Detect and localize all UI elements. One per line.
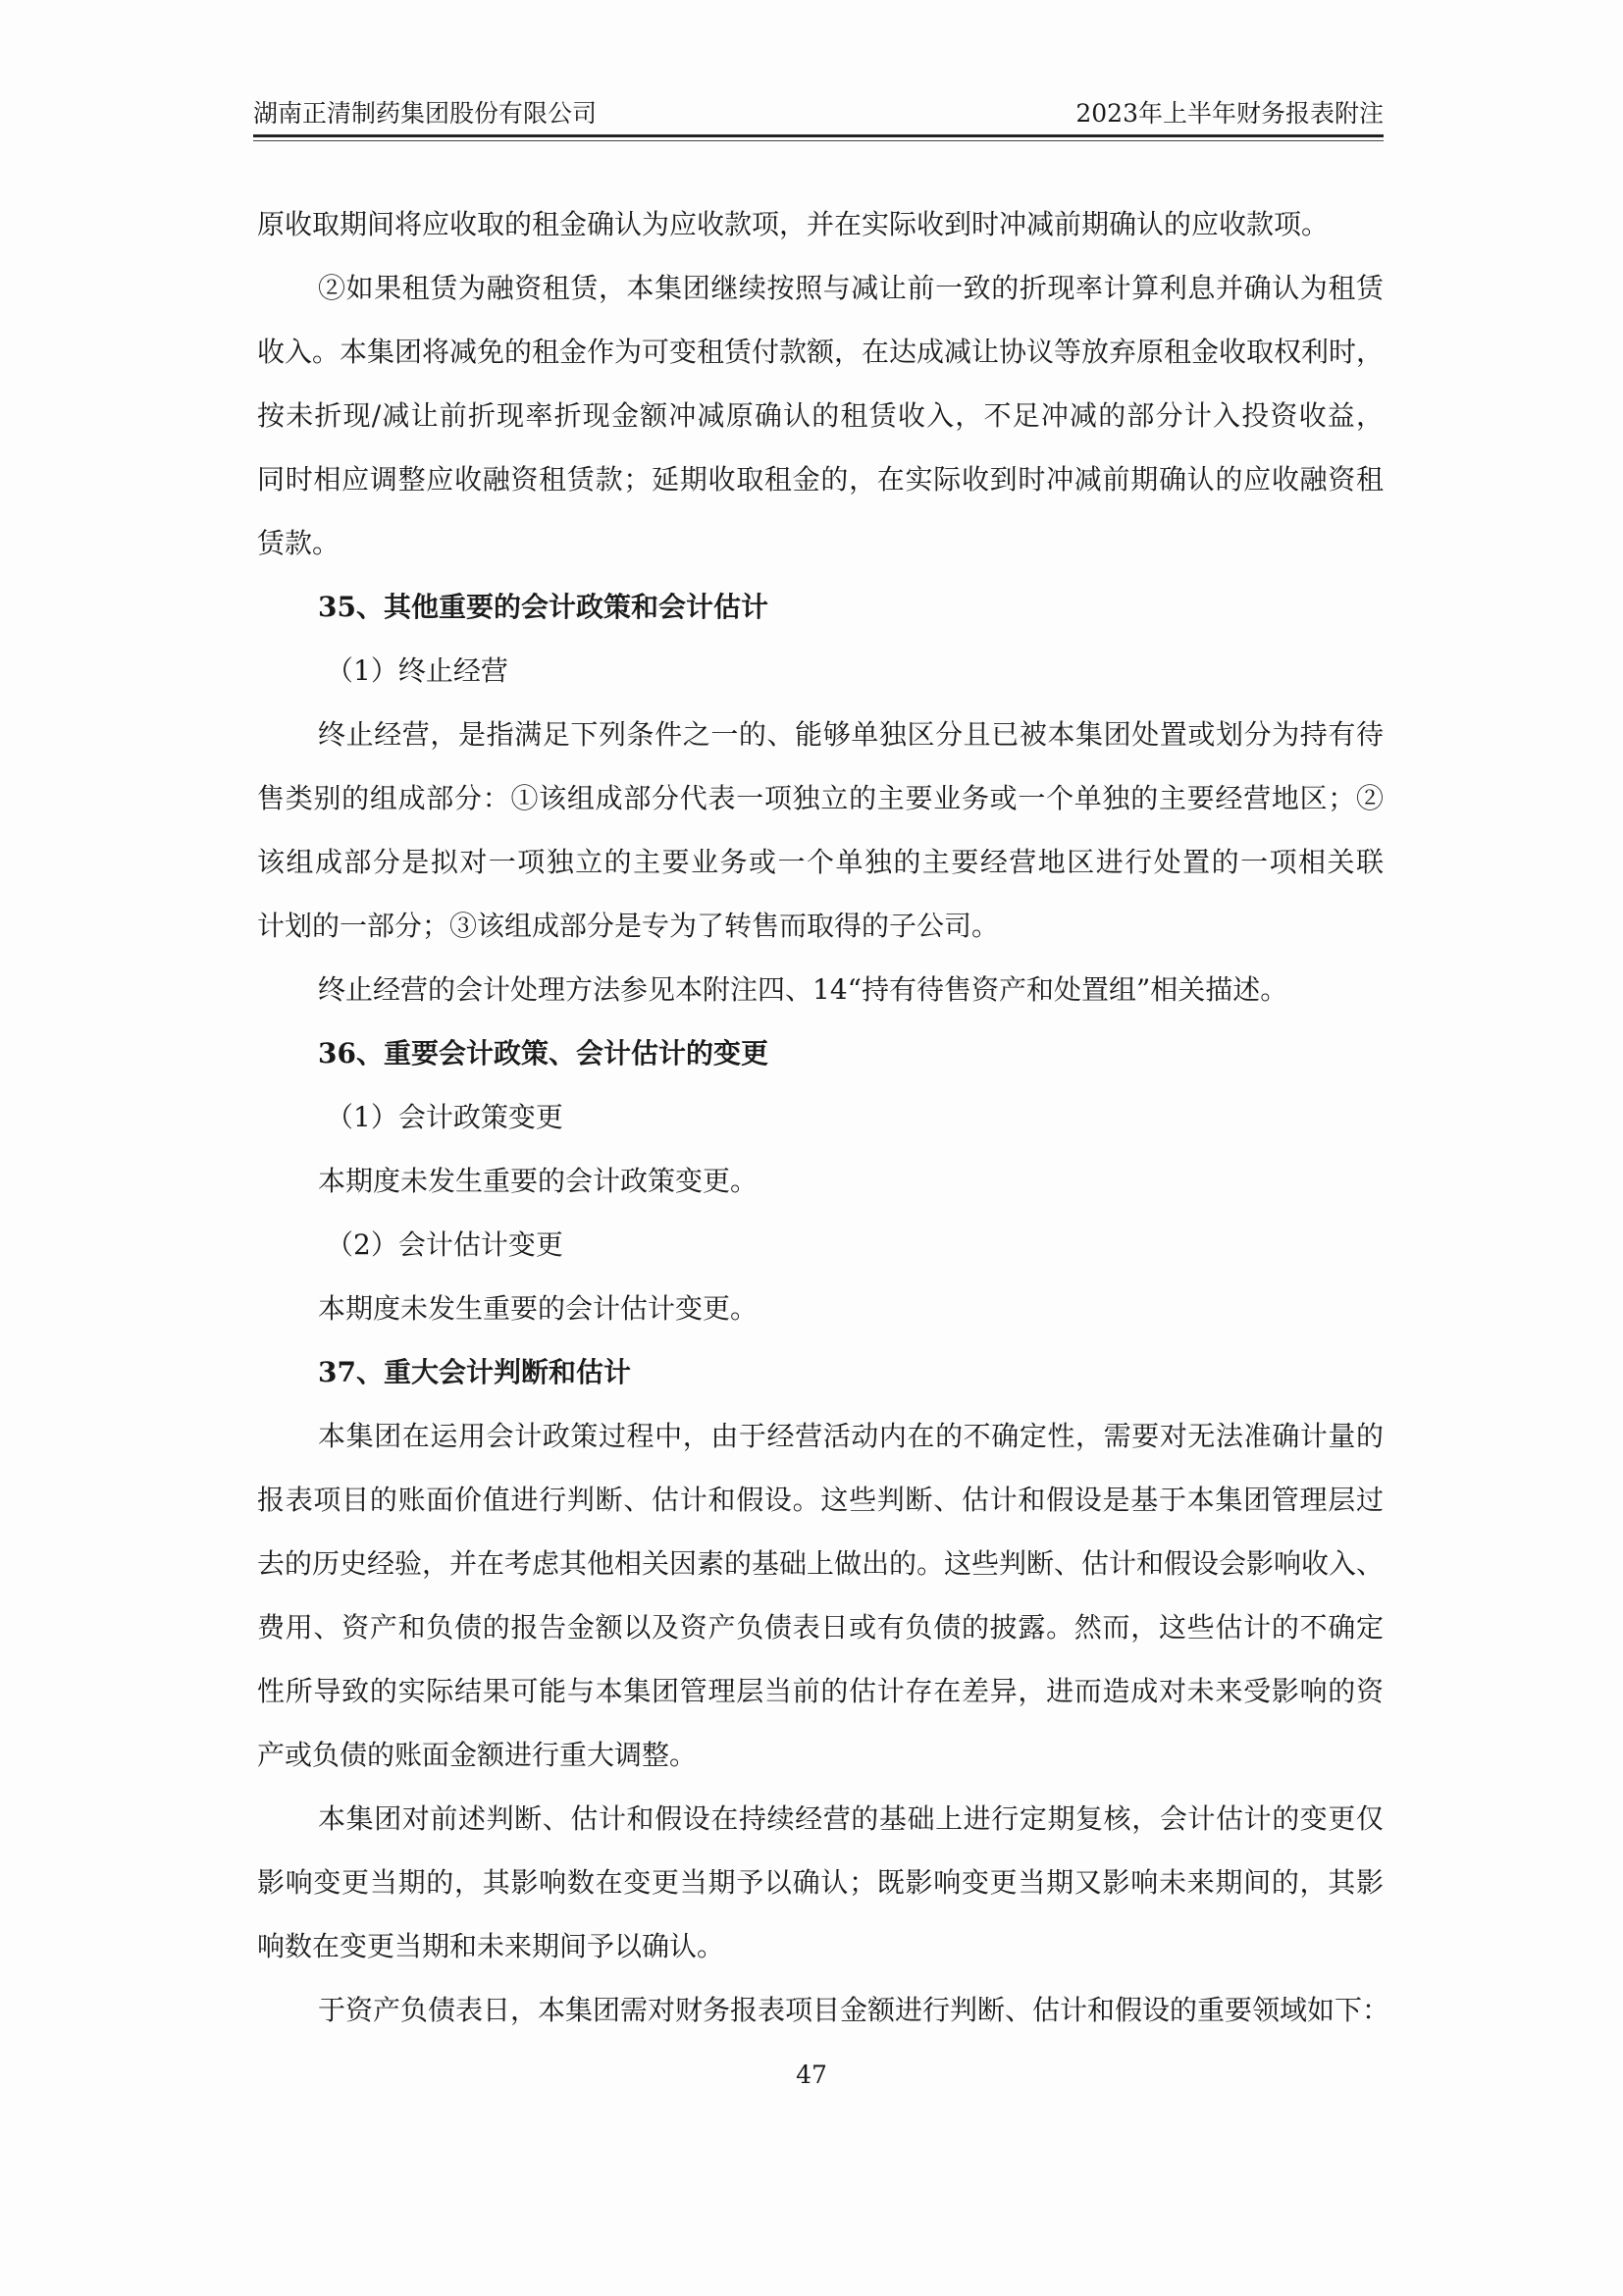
text-line: 报表项目的账面价值进行判断、估计和假设。这些判断、估计和假设是基于本集团管理层过 — [257, 1484, 1384, 1516]
text-line: 产或负债的账面金额进行重大调整。 — [257, 1739, 698, 1771]
header-rule-thick — [253, 134, 1384, 137]
text-line: 原收取期间将应收取的租金确认为应收款项，并在实际收到时冲减前期确认的应收款项。 — [257, 208, 1330, 240]
header-rule-thin — [253, 140, 1384, 141]
text-line: ②如果租赁为融资租赁，本集团继续按照与减让前一致的折现率计算利息并确认为租赁 — [318, 272, 1384, 304]
text-line: 收入。本集团将减免的租金作为可变租赁付款额，在达成减让协议等放弃原租金收取权利时， — [257, 336, 1385, 368]
subsection-heading: （1）会计政策变更 — [326, 1101, 563, 1133]
section-heading-35: 35、其他重要的会计政策和会计估计 — [318, 591, 768, 623]
text-line: 赁款。 — [257, 527, 340, 559]
header-report-title: 2023年上半年财务报表附注 — [1075, 99, 1384, 128]
text-line: 售类别的组成部分：①该组成部分代表一项独立的主要业务或一个单独的主要经营地区；② — [257, 782, 1384, 814]
text-line: 本期度未发生重要的会计政策变更。 — [318, 1165, 759, 1197]
section-heading-37: 37、重大会计判断和估计 — [318, 1356, 631, 1388]
subsection-heading: （2）会计估计变更 — [326, 1228, 563, 1261]
text-line: 计划的一部分；③该组成部分是专为了转售而取得的子公司。 — [257, 910, 1000, 942]
text-line: 于资产负债表日，本集团需对财务报表项目金额进行判断、估计和假设的重要领域如下： — [318, 1994, 1390, 2026]
section-heading-36: 36、重要会计政策、会计估计的变更 — [318, 1037, 768, 1070]
text-line: 终止经营，是指满足下列条件之一的、能够单独区分且已被本集团处置或划分为持有待 — [318, 718, 1384, 751]
text-line: 影响变更当期的，其影响数在变更当期予以确认；既影响变更当期又影响未来期间的，其影 — [257, 1866, 1384, 1899]
subsection-heading: （1）终止经营 — [326, 654, 508, 687]
text-line: 本期度未发生重要的会计估计变更。 — [318, 1292, 759, 1325]
text-line: 按未折现/减让前折现率折现金额冲减原确认的租赁收入，不足冲减的部分计入投资收益， — [257, 399, 1384, 432]
text-line: 同时相应调整应收融资租赁款；延期收取租金的，在实际收到时冲减前期确认的应收融资租 — [257, 463, 1384, 496]
text-line: 本集团对前述判断、估计和假设在持续经营的基础上进行定期复核，会计估计的变更仅 — [318, 1802, 1384, 1835]
text-line: 本集团在运用会计政策过程中，由于经营活动内在的不确定性，需要对无法准确计量的 — [318, 1420, 1384, 1452]
text-line: 响数在变更当期和未来期间予以确认。 — [257, 1930, 725, 1962]
body-text — [257, 192, 1390, 2042]
text-line: 费用、资产和负债的报告金额以及资产负债表日或有负债的披露。然而，这些估计的不确定 — [257, 1611, 1384, 1644]
header-company-name: 湖南正清制药集团股份有限公司 — [253, 99, 598, 128]
page-number: 47 — [796, 2061, 827, 2089]
text-line: 去的历史经验，并在考虑其他相关因素的基础上做出的。这些判断、估计和假设会影响收入、 — [257, 1547, 1385, 1580]
text-line: 该组成部分是拟对一项独立的主要业务或一个单独的主要经营地区进行处置的一项相关联 — [257, 846, 1384, 878]
text-line: 性所导致的实际结果可能与本集团管理层当前的估计存在差异，进而造成对未来受影响的资 — [257, 1675, 1384, 1707]
text-line: 终止经营的会计处理方法参见本附注四、14“持有待售资产和处置组”相关描述。 — [318, 973, 1288, 1006]
page-header — [253, 94, 1384, 133]
